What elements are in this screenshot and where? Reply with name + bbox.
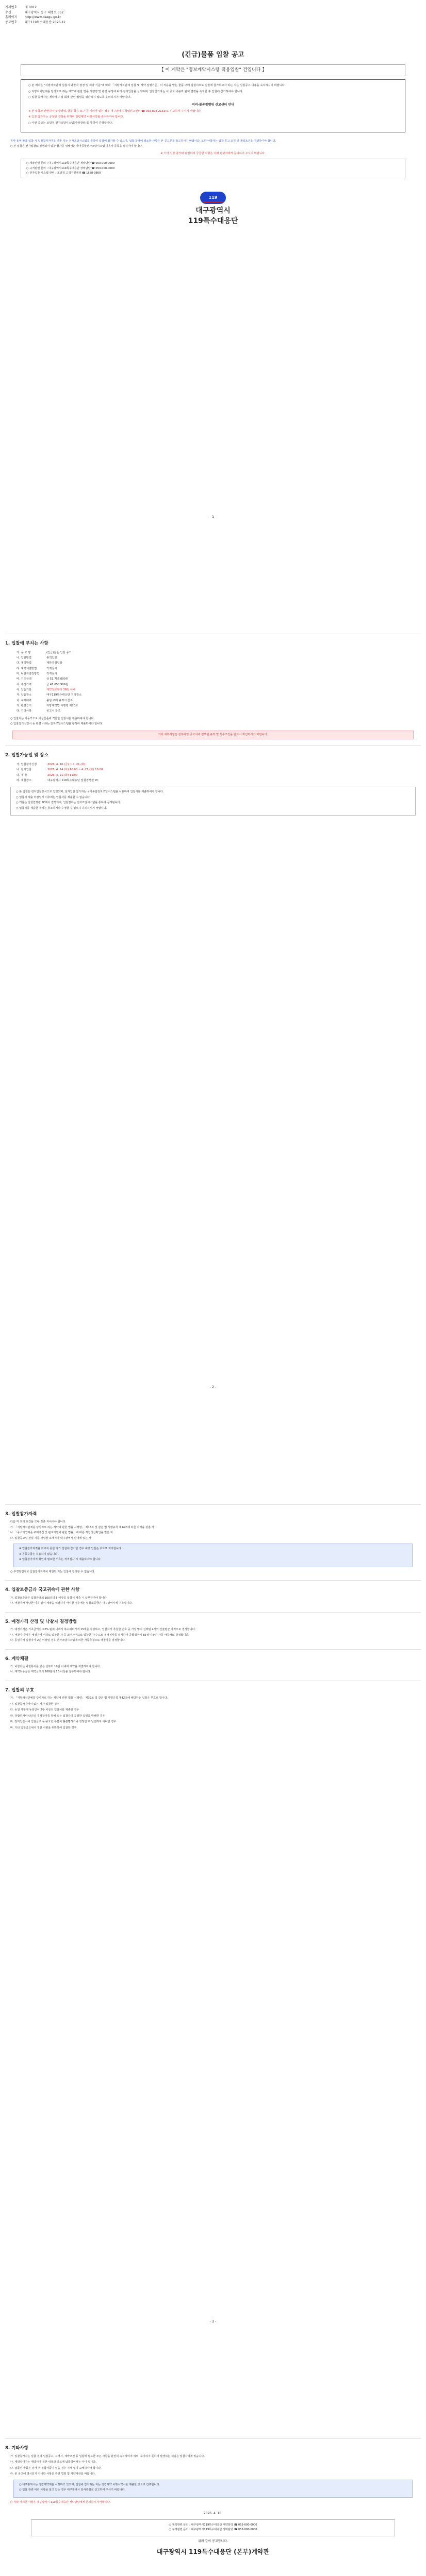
announcement-statement: 위와 같이 공고합니다. [198,2539,228,2543]
section-1-title: 1. 입찰에 부치는 사항 [5,641,48,647]
header-row: 공고번호 대구119특수대응단 2026-12 [5,20,66,24]
page-number: - 1 - [210,515,216,519]
document-page: 게재번호 제 0012 수신 대구광역시 동구 대명로 352 홈페이지 http://www.daegu.go.kr 공고번호 대구119특수대응단 2026-12 (긴급)물품 입찰 공고 【 이 계약은 "정보계약시스템 적용입찰" 건입니다 】 ○ 본 계약은 "지방자치단체 입찰시 낙찰자 결정 및 계약 기준"에 따라 「지방자치단체 입찰 및 계약 집행기준」의 적용을 받는 물품 구매 입찰이므로 입찰에 참가하고자 하는 자는 입찰공고 내용을 숙지하시기 바랍니다. ○ 지방자치단체를 당사자로 하는 계약에 관한 법률 시행령 및 관련 규정에 따라 전자입찰을 실시하며, 입찰참가자는 이 공고 내용과 관계 법령을 숙지한 후 입찰에 참가하여야 합니다. ○ 입찰 참가자는 계약예규 및 회계 관련 법령을 위반하지 않도록 유의하시기 바랍니다. 비리·불공정행위 신고센터 안내 ※ 본 입찰과 관련하여 부당행위, 금품·향응 요구 등 비리가 있는 경우 대구광역시 청렴신고센터(☎ 053-803-2131)로 신고하여 주시기 바랍니다. ※ 입찰 참가자는 공정한 경쟁을 위하여 청렴계약 이행서약을 준수하여야 합니다. ○ 이번 공고는 조달청 전자조달시스템(나라장터)을 통하여 진행합니다. 공사·용역·물품 입찰 시 입찰참가자격을 갖춘 자는 전자조달시스템을 통하여 입찰에 참가할 수 있으며, 입찰 참가에 필요한 사항은 본 공고문을 참고하시기 바랍니다. 또한 낙찰자는 입찰 공고 조건 및 계약조건을 이행하여야 합니다. ○ 본 입찰은 전자입찰로 진행되며 입찰 참가를 위해서는 국가종합전자조달시스템 이용자 등록을 필하여야 합니다. ※ 기타 입찰 참가와 관련하여 궁금한 사항은 아래 담당자에게 문의하여 주시기 바랍니다. ○ 계약관련 문의 : 대구광역시119특수대응단 계약담당 ☎ 053-000-0000 ○ 규격관련 문의 : 대구광역시119특수대응단 장비담당 ☎ 053-000-0000 ○ 전자입찰 시스템 관련 : 조달청 고객지원센터 ☎ 1588-0800 119 대구광역시 119특수대응단 - 1 - 1. 입찰에 부치는 사항 가. 공 고 명 (긴급)물품 입찰 공고 나. 입찰방법 총액입찰 다. 계약방법 제한경쟁입찰 라. 계약체결방법 적격심사 마. 낙찰자결정방법 적격심사 바. 기초금액 금 51,756,000원 사. 추정가격 금 47,050,909원 아. 납품기한 계약일로부터 30일 이내 자. 납품장소 대구119특수대응단 지정장소 차. 구매내역 붙임 구매 규격서 참조 카. 관련근거 지방계약법 시행령 제20조 타. 기타사항 공고서 참조 ○ 입찰자는 자동적으로 대상물품에 적합한 입찰서를 제출하여야 합니다. ○ 입찰참가신청서 등 관련 서류는 전자조달시스템을 통하여 제출하여야 합니다. 기타 세부사항은 첨부파일 공고서에 첨부된 규격 및 특수조건을 반드시 확인하시기 바랍니다. 2. 입찰가능일 및 장소 가. 입찰참가신청 2026. 4. 10.(금) ~ 4. 21.(화) 나. 전자입찰 2026. 4. 14.(화) 10:00 ~ 4. 21.(화) 10:00 다. 개 찰 2026. 4. 21.(화) 11:00 라. 개찰장소 대구광역시 119특수대응단 입찰집행관 PC ○ 본 입찰은 전자입찰방식으로 집행되며, 전자입찰 참가자는 국가종합전자조달시스템을 이용하여 입찰서를 제출하여야 합니다. ○ 입찰서 제출 마감일시 이후에는 입찰서를 제출할 수 없습니다. ○ 개찰은 입찰집행관 PC에서 집행되며, 입찰결과는 전자조달시스템을 통하여 공개됩니다. ○ 입찰서를 제출한 후에는 취소하거나 수정할 수 없으니 유의하시기 바랍니다. - 2 - 3. 입찰참가자격 다음 각 호의 요건을 모두 갖춘 자이어야 합니다. 가. 「지방자치단체를 당사자로 하는 계약에 관한 법률 시행령」 제13조 및 같은 법 시행규칙 제14조에 따른 자격을 갖춘 자 나. 「중소기업제품 구매촉진 및 판로지원에 관한 법률」에 따른 직접생산확인을 받은 자 다. 입찰공고일 전일 기준 사업장 소재지가 대구광역시 관내에 있는 자 ※ 입찰참가자격을 갖추지 못한 자가 입찰에 참가한 경우 해당 입찰은 무효로 처리합니다. ※ 공동수급은 허용하지 않습니다. ※ 입찰참가자격 확인에 필요한 서류는 적격심사 시 제출하여야 합니다. ○ 부정당업자로 입찰참가자격이 제한된 자는 입찰에 참가할 수 없습니다. 4. 입찰보증금과 국고귀속에 관한 사항 가. 입찰보증금은 입찰금액의 100분의 5 이상을 입찰서 제출 시 납부하여야 합니다. 나. 낙찰자가 정당한 이유 없이 계약을 체결하지 아니할 경우에는 입찰보증금은 대구광역시에 귀속됩니다. 5. 예정가격 산정 및 낙찰자 결정방법 가. 예정가격은 기초금액의 ±2% 범위 내에서 복수예비가격 15개를 작성하고, 입찰자가 추첨한 번호 중 가장 많이 선택된 4개의 산술평균 가격으로 결정합니다. 나. 낙찰자 결정은 예정가격 이하로 입찰한 자 중 최저가격으로 입찰한 자 순으로 적격심사를 실시하여 종합평점이 85점 이상인 자를 낙찰자로 결정합니다. 다. 동일가격 입찰자가 2인 이상일 경우 전자조달시스템에 의한 자동추첨으로 낙찰자를 결정합니다. 6. 계약체결 가. 낙찰자는 낙찰통지를 받은 날부터 10일 이내에 계약을 체결하여야 합니다. 나. 계약보증금은 계약금액의 100분의 10 이상을 납부하여야 합니다. 7. 입찰의 무효 가. 「지방자치단체를 당사자로 하는 계약에 관한 법률 시행령」 제39조 및 같은 법 시행규칙 제42조에 해당하는 입찰은 무효로 합니다. 나. 입찰참가자격이 없는 자가 입찰한 경우 다. 동일 사항에 동일인이 2통 이상의 입찰서를 제출한 경우 라. 담합하거나 타인의 경쟁참가를 방해 또는 입찰자의 공정한 집행을 방해한 경우 마. 전자입찰서에 입찰금액 등 중요한 부분이 불분명하거나 정정한 후 날인하지 아니한 경우 바. 기타 입찰공고에서 정한 사항을 위반하여 입찰한 경우 - 3 - 8. 기타사항 가. 입찰참가자는 입찰 전에 입찰공고, 규격서, 계약조건 등 입찰에 필요한 모든 사항을 완전히 숙지하여야 하며, 숙지하지 못하여 발생하는 책임은 입찰자에게 있습니다. 나. 계약상대자는 계약서에 정한 내용과 다르게 납품하여서는 아니 됩니다. 다. 납품된 물품은 검사 후 불합격품이 있을 경우 지체 없이 교체하여야 합니다. 라. 본 공고에 명시되지 아니한 사항은 관련 법령 및 계약예규를 따릅니다. ○ 대구광역시는 청렴계약제를 시행하고 있으며, 입찰에 참가하는 자는 청렴계약 이행서약서를 제출한 것으로 간주합니다. ○ 입찰 관련 비리 사항을 알고 있는 경우 대구광역시 감사관실로 신고하여 주시기 바랍니다. ○ 기타 자세한 사항은 대구광역시 119특수대응단 계약담당에게 문의하시기 바랍니다. 2026. 4. 10. ○ 계약관련 문의 : 대구광역시119특수대응단 계약담당 ☎ 053-000-0000 ○ 규격관련 문의 : 대구광역시119특수대응단 장비담당 ☎ 053-000-0000 위와 같이 공고합니다. 대구광역시 119특수대응단 (본부)계약관 [0,0,426,2557]
section-6-title: 6. 계약체결 [5,1656,28,1662]
info-row: 나. 입찰방법 총액입찰 [17,656,57,659]
info-row: 바. 기초금액 금 51,756,000원 [17,677,69,681]
section-1-rows [5,650,421,714]
info-row: 타. 기타사항 공고서 참조 [17,709,61,713]
schedule-row: 라. 개찰장소 대구광역시 119특수대응단 입찰집행관 PC [17,779,99,783]
notice-sub-title: 비리·불공정행위 신고센터 안내 [192,103,234,107]
section-3-box: ※ 입찰참가자격을 갖추지 못한 자가 입찰에 참가한 경우 해당 입찰은 무효로 처리합니다. ※ 공동수급은 허용하지 않습니다. ※ 입찰참가자격 확인에 필요한 서류는 적격심사 시 제출하여야 합니다. [13,1544,413,1567]
schedule-list [5,762,421,784]
page-title: (긴급)물품 입찰 공고 [182,51,244,59]
info-row: 마. 낙찰자결정방법 적격심사 [17,672,57,675]
inquiry-notice: ※ 기타 입찰 참가와 관련하여 궁금한 사항은 아래 담당자에게 문의하여 주시기 바랍니다. [160,151,266,155]
info-row: 사. 추정가격 금 47,050,909원 [17,683,69,686]
page-number: - 3 - [210,2319,216,2324]
section-1-highlight: 기타 세부사항은 첨부파일 공고서에 첨부된 규격 및 특수조건을 반드시 확인하시기 바랍니다. [12,731,414,740]
notice-box: ○ 본 계약은 "지방자치단체 입찰시 낙찰자 결정 및 계약 기준"에 따라 「지방자치단체 입찰 및 계약 집행기준」의 적용을 받는 물품 구매 입찰이므로 입찰에 참가하고자 하는 자는 입찰공고 내용을 숙지하시기 바랍니다. ○ 지방자치단체를 당사자로 하는 계약에 관한 법률 시행령 및 관련 규정에 따라 전자입찰을 실시하며, 입찰참가자는 이 공고 내용과 관계 법령을 숙지한 후 입찰에 참가하여야 합니다. ○ 입찰 참가자는 계약예규 및 회계 관련 법령을 위반하지 않도록 유의하시기 바랍니다. 비리·불공정행위 신고센터 안내 ※ 본 입찰과 관련하여 부당행위, 금품·향응 요구 등 비리가 있는 경우 대구광역시 청렴신고센터(☎ 053-803-2131)로 신고하여 주시기 바랍니다. ※ 입찰 참가자는 공정한 경쟁을 위하여 청렴계약 이행서약을 준수하여야 합니다. ○ 이번 공고는 조달청 전자조달시스템(나라장터)을 통하여 진행합니다. [21,79,405,132]
section-3-title: 3. 입찰참가자격 [5,1511,37,1517]
schedule-row: 다. 개 찰 2026. 4. 21.(화) 11:00 [17,773,78,777]
info-row: 가. 공 고 명 (긴급)물품 입찰 공고 [17,651,72,654]
header-row: 게재번호 제 0012 [5,6,37,9]
closing [5,2512,421,2556]
info-row: 자. 납품장소 대구119특수대응단 지정장소 [17,693,82,697]
general-notes: 공사·용역·물품 입찰 시 입찰참가자격을 갖춘 자는 전자조달시스템을 통하여 입찰에 참가할 수 있으며, 입찰 참가에 필요한 사항은 본 공고문을 참고하시기 바랍니다. 또한 낙찰자는 입찰 공고 조건 및 계약조건을 이행하여야 합니다. ○ 본 입찰은 전자입찰로 진행되며 입찰 참가를 위해서는 국가종합전자조달시스템 이용자 등록을 필하여야 합니다. [10,139,276,148]
section-8-title: 8. 기타사항 [5,2446,28,2451]
section-4-title: 4. 입찰보증금과 국고귀속에 관한 사항 [5,1587,80,1593]
announcement-date: 2026. 4. 10. [203,2512,223,2516]
section-2-box: ○ 본 입찰은 전자입찰방식으로 집행되며, 전자입찰 참가자는 국가종합전자조달시스템을 이용하여 입찰서를 제출하여야 합니다. ○ 입찰서 제출 마감일시 이후에는 입찰서를 제출할 수 없습니다. ○ 개찰은 입찰집행관 PC에서 집행되며, 입찰결과는 전자조달시스템을 통하여 공개됩니다. ○ 입찰서를 제출한 후에는 취소하거나 수정할 수 없으니 유의하시기 바랍니다. [10,787,416,816]
contract-type-banner: 【 이 계약은 "정보계약시스템 적용입찰" 건입니다 】 [21,64,405,76]
header-row: 홈페이지 http://www.daegu.go.kr [5,15,61,20]
schedule-row: 가. 입찰참가신청 2026. 4. 10.(금) ~ 4. 21.(화) [17,762,86,766]
fire-119-logo-icon: 119 [200,192,226,204]
info-row: 아. 납품기한 계약일로부터 30일 이내 [17,688,76,691]
section-2-title: 2. 입찰가능일 및 장소 [5,753,48,758]
info-row: 다. 계약방법 제한경쟁입찰 [17,662,62,665]
info-row: 라. 계약체결방법 적격심사 [17,667,57,670]
section-5-title: 5. 예정가격 산정 및 낙찰자 결정방법 [5,1619,77,1624]
org-logo [5,192,421,204]
closing-contact-box: ○ 계약관련 문의 : 대구광역시119특수대응단 계약담당 ☎ 053-000-0000 ○ 규격관련 문의 : 대구광역시119특수대응단 장비담당 ☎ 053-000-0000 [31,2519,395,2536]
info-row: 카. 관련근거 지방계약법 시행령 제20조 [17,704,78,707]
page-number: - 2 - [210,1385,216,1389]
contact-box: ○ 계약관련 문의 : 대구광역시119특수대응단 계약담당 ☎ 053-000-0000 ○ 규격관련 문의 : 대구광역시119특수대응단 장비담당 ☎ 053-000-0000 ○ 전자입찰 시스템 관련 : 조달청 고객지원센터 ☎ 1588-0800 [21,159,405,178]
doc-header [5,0,421,47]
header-row: 수신 대구광역시 동구 대명로 352 [5,10,64,14]
section-8-box: ○ 대구광역시는 청렴계약제를 시행하고 있으며, 입찰에 참가하는 자는 청렴계약 이행서약서를 제출한 것으로 간주합니다. ○ 입찰 관련 비리 사항을 알고 있는 경우 대구광역시 감사관실로 신고하여 주시기 바랍니다. [13,2480,413,2498]
schedule-row: 나. 전자입찰 2026. 4. 14.(화) 10:00 ~ 4. 21.(화) 10:00 [17,768,103,772]
signature: 대구광역시 119특수대응단 (본부)계약관 [156,2548,270,2556]
info-row: 차. 구매내역 붙임 구매 규격서 참조 [17,699,73,702]
org-name: 대구광역시 119특수대응단 [188,207,238,226]
section-7-title: 7. 입찰의 무효 [5,1688,35,1693]
